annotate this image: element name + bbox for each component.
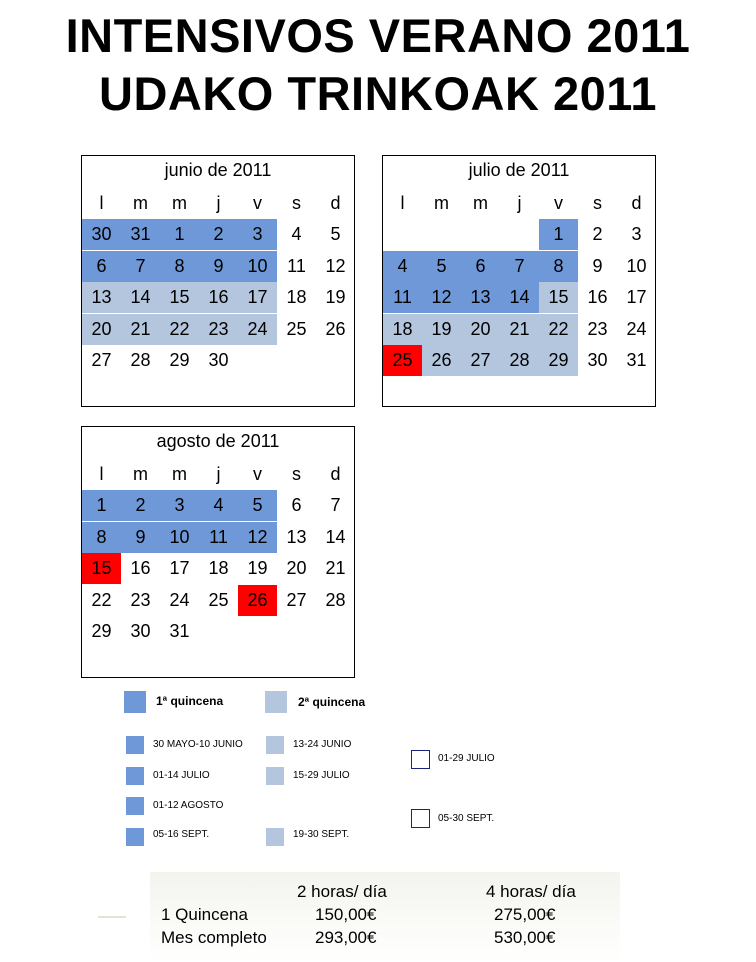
day-cell: 9	[199, 251, 238, 282]
day-cell	[199, 616, 238, 647]
legend-sept-full-swatch	[411, 809, 430, 828]
day-cell: 15	[160, 282, 199, 313]
weekday-label: j	[517, 193, 522, 213]
day-cell: 24	[626, 318, 647, 339]
weekday-label: m	[434, 193, 449, 213]
day-cell: 2	[592, 224, 603, 244]
day-cell: 27	[91, 350, 112, 370]
day-cell: 4	[199, 490, 238, 521]
day-cell: 28	[500, 345, 539, 376]
day-cell: 20	[461, 314, 500, 345]
day-cell: 30	[130, 621, 151, 641]
day-cell: 1	[82, 490, 121, 521]
day-cell: 1	[160, 219, 199, 250]
weekday-label: v	[253, 464, 262, 484]
calendar-week-row	[383, 251, 657, 282]
day-cell	[500, 219, 539, 250]
legend-aug-q1-swatch	[126, 797, 144, 815]
day-cell: 7	[121, 251, 160, 282]
day-cell: 19	[422, 314, 461, 345]
price-header-2h: 2 horas/ día	[297, 882, 387, 901]
day-cell: 23	[130, 589, 151, 610]
price-row2-4h: 530,00€	[494, 928, 556, 947]
day-cell: 5	[422, 251, 461, 282]
day-cell	[238, 345, 277, 376]
weekday-label: m	[473, 193, 488, 213]
day-cell: 30	[587, 350, 608, 370]
legend-sept-q1-swatch	[126, 828, 144, 846]
day-cell: 26	[422, 345, 461, 376]
day-cell: 18	[383, 314, 422, 345]
day-cell: 2	[121, 490, 160, 521]
day-cell	[277, 616, 316, 647]
day-cell: 11	[199, 522, 238, 553]
weekday-label: d	[330, 193, 341, 213]
calendar-title: junio de 2011	[164, 160, 272, 180]
calendar-august	[81, 426, 355, 678]
holiday-day-cell: 15	[82, 553, 121, 584]
day-cell	[316, 345, 355, 376]
day-cell: 12	[422, 282, 461, 313]
day-cell: 31	[626, 350, 647, 370]
day-cell: 1	[539, 219, 578, 250]
legend-july-q2: 15-29 JULIO	[293, 770, 350, 781]
day-cell: 31	[121, 219, 160, 250]
holiday-day-cell: 26	[238, 585, 277, 616]
day-cell: 5	[330, 224, 341, 244]
calendar-week-row	[82, 219, 356, 250]
day-cell: 3	[631, 224, 642, 244]
day-cell: 21	[325, 558, 346, 578]
day-cell	[316, 616, 355, 647]
title-line-2: UDAKO TRINKOAK 2011	[99, 67, 657, 120]
legend-july-q1-swatch	[126, 767, 144, 785]
legend-q2-swatch	[265, 691, 287, 713]
day-cell: 9	[592, 255, 603, 276]
day-cell: 28	[325, 589, 346, 610]
calendar-week-row	[383, 345, 657, 376]
calendar-week-row	[82, 522, 356, 553]
legend-july-full: 01-29 JULIO	[438, 753, 495, 764]
day-cell: 21	[121, 314, 160, 345]
day-cell: 5	[238, 490, 277, 521]
day-cell: 24	[169, 589, 190, 610]
day-cell: 4	[383, 251, 422, 282]
calendar-week-row	[383, 314, 657, 345]
day-cell: 13	[286, 526, 307, 547]
day-cell: 7	[500, 251, 539, 282]
day-cell: 30	[82, 219, 121, 250]
weekday-label: s	[292, 193, 301, 213]
day-cell: 12	[325, 255, 346, 276]
legend-q2-label: 2ª quincena	[298, 695, 366, 709]
price-row2-2h: 293,00€	[315, 928, 377, 947]
day-cell: 9	[121, 522, 160, 553]
title-line-1: INTENSIVOS VERANO 2011	[65, 9, 691, 62]
day-cell: 29	[91, 621, 112, 641]
calendar-weekday-header	[82, 459, 356, 490]
day-cell: 6	[291, 495, 302, 515]
day-cell	[238, 616, 277, 647]
day-cell: 8	[160, 251, 199, 282]
day-cell: 17	[626, 287, 647, 307]
day-cell: 22	[91, 589, 112, 610]
day-cell: 10	[160, 522, 199, 553]
weekday-label: m	[172, 464, 187, 484]
day-cell: 16	[587, 287, 608, 307]
price-row1-label: 1 Quincena	[161, 905, 248, 924]
weekday-label: v	[253, 193, 262, 213]
legend-june-q1: 30 MAYO-10 JUNIO	[153, 739, 243, 750]
day-cell: 26	[325, 318, 346, 339]
day-cell: 28	[130, 350, 151, 370]
day-cell: 23	[199, 314, 238, 345]
day-cell: 3	[160, 490, 199, 521]
price-header-4h: 4 horas/ día	[486, 882, 576, 901]
legend-july-q1: 01-14 JULIO	[153, 770, 210, 781]
day-cell: 13	[82, 282, 121, 313]
day-cell: 31	[169, 621, 190, 641]
day-cell: 19	[247, 558, 268, 578]
legend-june-q2-swatch	[266, 736, 284, 754]
legend-sept-full: 05-30 SEPT.	[438, 813, 495, 824]
weekday-label: l	[99, 464, 104, 484]
day-cell: 20	[286, 558, 307, 578]
day-cell	[422, 219, 461, 250]
day-cell: 18	[208, 558, 229, 578]
calendar-week-row	[82, 490, 356, 521]
legend-sept-q2-swatch	[266, 828, 284, 846]
day-cell: 23	[587, 318, 608, 339]
weekday-label: l	[99, 193, 104, 213]
day-cell: 29	[539, 345, 578, 376]
day-cell: 10	[238, 251, 277, 282]
legend-aug-q1: 01-12 AGOSTO	[153, 800, 224, 811]
price-row1-2h: 150,00€	[315, 905, 377, 924]
calendar-week-row	[82, 585, 356, 616]
day-cell: 14	[500, 282, 539, 313]
legend-june-q1-swatch	[126, 736, 144, 754]
weekday-label: m	[133, 193, 148, 213]
weekday-label: j	[216, 193, 221, 213]
calendar-title: agosto de 2011	[156, 431, 280, 451]
weekday-label: s	[593, 193, 602, 213]
day-cell: 27	[286, 589, 307, 610]
day-cell: 10	[626, 255, 647, 276]
weekday-label: v	[554, 193, 563, 213]
calendar-week-row	[82, 251, 356, 282]
calendar-july	[382, 155, 656, 407]
weekday-label: d	[631, 193, 642, 213]
day-cell: 29	[169, 350, 190, 370]
calendar-title: julio de 2011	[468, 160, 570, 180]
day-cell: 4	[291, 224, 302, 244]
day-cell: 6	[461, 251, 500, 282]
day-cell: 7	[330, 495, 341, 515]
day-cell: 16	[199, 282, 238, 313]
legend-q1-label: 1ª quincena	[156, 694, 224, 708]
legend-q1-swatch	[124, 691, 146, 713]
calendar-week-row	[82, 345, 356, 376]
day-cell: 8	[82, 522, 121, 553]
day-cell: 19	[325, 287, 346, 307]
day-cell: 14	[121, 282, 160, 313]
calendar-week-row	[383, 282, 657, 313]
day-cell: 11	[287, 255, 306, 276]
day-cell: 15	[539, 282, 578, 313]
weekday-label: s	[292, 464, 301, 484]
legend-july-q2-swatch	[266, 767, 284, 785]
legend-sept-q2: 19-30 SEPT.	[293, 829, 350, 840]
day-cell: 22	[539, 314, 578, 345]
calendar-week-row	[82, 553, 356, 584]
day-cell: 6	[82, 251, 121, 282]
day-cell: 30	[208, 350, 229, 370]
weekday-label: l	[400, 193, 405, 213]
day-cell: 13	[461, 282, 500, 313]
legend-july-full-swatch	[411, 750, 430, 769]
calendar-weekday-header	[82, 188, 356, 219]
day-cell: 17	[238, 282, 277, 313]
weekday-label: m	[133, 464, 148, 484]
calendar-week-row	[383, 219, 657, 250]
calendar-week-row	[82, 282, 356, 313]
calendar-weekday-header	[383, 188, 657, 219]
day-cell: 24	[238, 314, 277, 345]
day-cell	[383, 219, 422, 250]
day-cell: 11	[383, 282, 422, 313]
day-cell: 18	[286, 287, 307, 307]
day-cell: 8	[539, 251, 578, 282]
day-cell: 17	[169, 558, 190, 578]
day-cell	[277, 345, 316, 376]
legend-sept-q1: 05-16 SEPT.	[153, 829, 210, 840]
holiday-day-cell: 25	[383, 345, 422, 376]
day-cell: 14	[325, 526, 346, 547]
day-cell	[461, 219, 500, 250]
day-cell: 12	[238, 522, 277, 553]
price-row1-4h: 275,00€	[494, 905, 556, 924]
day-cell: 25	[208, 589, 229, 610]
weekday-label: d	[330, 464, 341, 484]
weekday-label: j	[216, 464, 221, 484]
calendar-week-row	[82, 314, 356, 345]
price-row2-label: Mes completo	[161, 928, 267, 947]
day-cell: 21	[500, 314, 539, 345]
price-divider	[98, 916, 126, 918]
day-cell: 25	[286, 318, 307, 339]
day-cell: 27	[461, 345, 500, 376]
day-cell: 22	[160, 314, 199, 345]
legend-june-q2: 13-24 JUNIO	[293, 739, 352, 750]
day-cell: 3	[238, 219, 277, 250]
day-cell: 2	[199, 219, 238, 250]
day-cell: 16	[130, 558, 151, 578]
calendar-week-row	[82, 616, 356, 647]
calendar-june	[81, 155, 355, 407]
weekday-label: m	[172, 193, 187, 213]
day-cell: 20	[82, 314, 121, 345]
